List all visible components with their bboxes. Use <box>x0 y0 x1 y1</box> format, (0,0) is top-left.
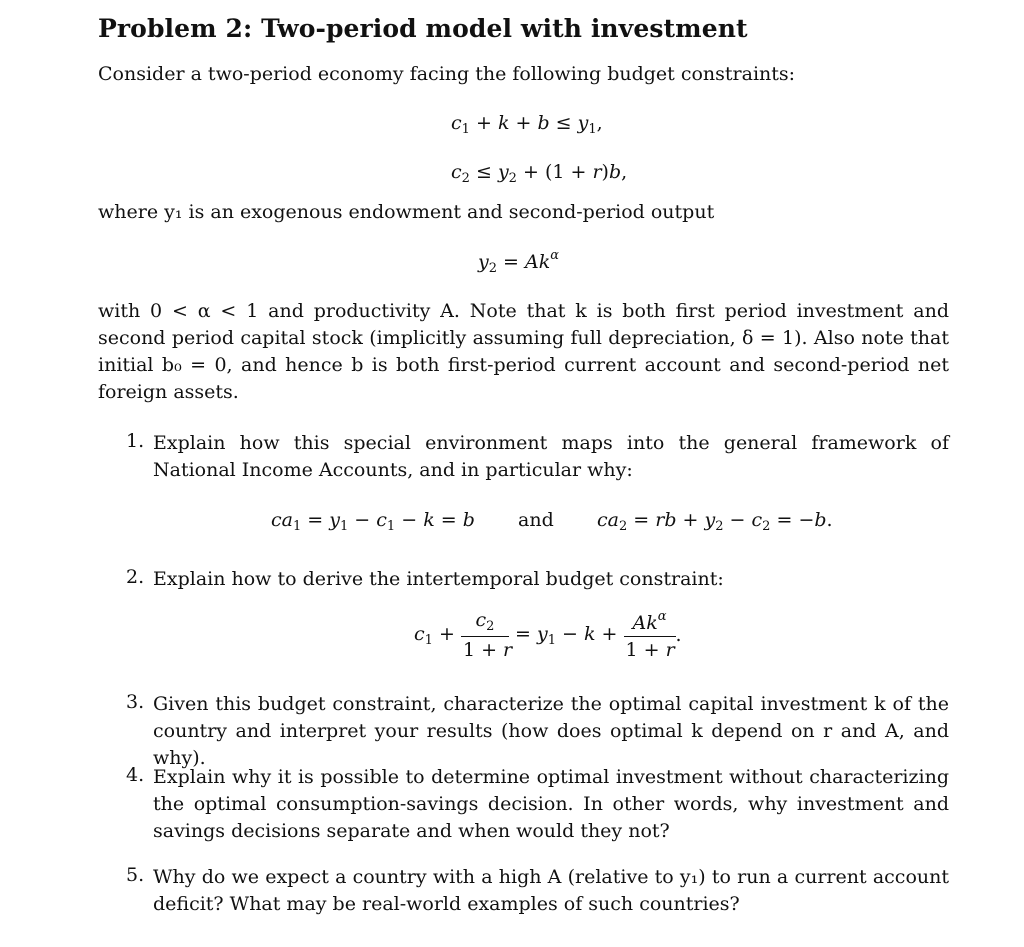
budget-constraint-2: $c_2 \le y_2 + (1 + r)b$, <box>451 161 628 186</box>
where-line: where y₁ is an exogenous endowment and second-period output <box>98 201 715 223</box>
and-word: and <box>518 509 554 531</box>
parameters-paragraph: with 0 < α < 1 and productivity A. Note that k is both first period investment and second period capital stock (implicitly assuming full depreciation, δ = 1). Also note that initial b₀ = 0, and hence b is both first-period current account and second-period net foreign assets. <box>98 300 949 403</box>
current-account-equation-1: $ca_1 = y_1 - c_1 - k = b$ <box>271 509 475 534</box>
production-function: $y_2 = Ak^\alpha$ <box>478 248 560 276</box>
question-5-number: 5. <box>126 864 145 886</box>
question-4-text: Explain why it is possible to determine optimal investment without characterizing the optimal consumption-savings decision. In other words, why investment and savings decisions separate and when would they not? <box>153 766 949 842</box>
question-2-text: Explain how to derive the intertemporal budget constraint: <box>153 568 724 590</box>
question-1-number: 1. <box>126 430 145 452</box>
question-3-number: 3. <box>126 691 145 713</box>
intertemporal-budget-constraint: $c_1$ + $\frac{c_2}{1 + r}$ = $y_1 - k$ + $\frac{Ak^\alpha}{1 + r}$ . <box>414 609 682 661</box>
question-3-text: Given this budget constraint, characterize the optimal capital investment k of the country and interpret your results (how does optimal k depend on r and A, and why). <box>153 693 949 769</box>
budget-constraint-1: $c_1 + k + b \le y_1$, <box>451 112 603 137</box>
question-2-number: 2. <box>126 566 145 588</box>
question-5-text: Why do we expect a country with a high A (relative to y₁) to run a current account deficit? What may be real-world examples of such countries? <box>153 866 949 915</box>
question-1-text: Explain how this special environment maps into the general framework of National Income Accounts, and in particular why: <box>153 432 949 481</box>
problem-title: Problem 2: Two-period model with investment <box>98 14 748 43</box>
intro-text: Consider a two-period economy facing the following budget constraints: <box>98 63 796 85</box>
current-account-equation-2: $ca_2$ = rb + $y_2 - c_2 = -b$. <box>597 509 833 534</box>
question-4-number: 4. <box>126 764 145 786</box>
